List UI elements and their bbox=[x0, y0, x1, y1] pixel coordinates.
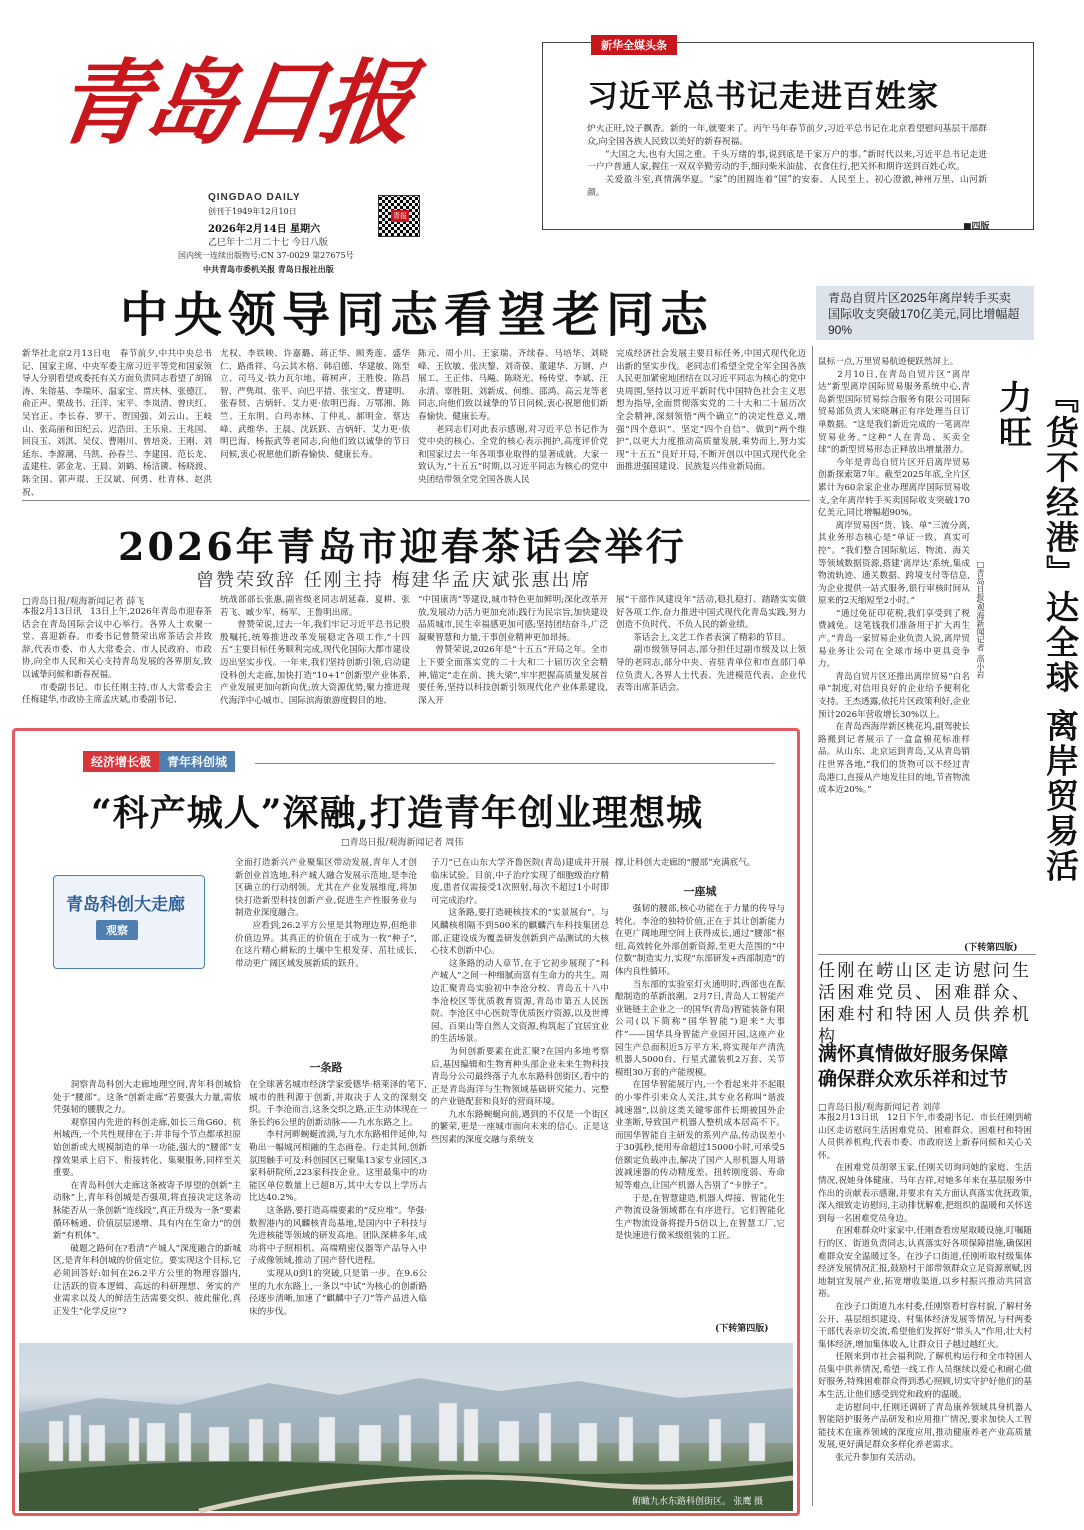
feature-badge-title: 青岛科创大走廊 bbox=[66, 895, 185, 914]
top-news-text: 炉火正旺,饺子飘香。新的一年,就要来了。丙午马年春节前夕,习近平总书记在北京看望慰问基层干部群众,向全国各族人民致以美好的新春祝福。 “大国之大,也有大国之重。千头万绪的事,说到底是千家万户的事。”新时代以来,习近平总书记走进一户户普通人家,握住一双双辛勤劳动的手,细问柴米油盐、衣食住行,把关怀和期许送到百姓心坎。 关爱盈斗室,真情满华夏。“家”的团圆连着“国”的安泰。人民至上、初心澄澈,神州万里、山河新颜。 bbox=[587, 124, 987, 198]
feature-section-line bbox=[255, 763, 775, 764]
masthead bbox=[28, 20, 498, 305]
rule-right-mid bbox=[818, 954, 1036, 955]
feature-sub1: 一条路 bbox=[309, 1061, 343, 1074]
top-news-page-ref[interactable]: ■四版 bbox=[963, 222, 990, 232]
feature-col1b: 洞察青岛科创大走廊地理空间,青年科创城恰处于“腰部”。这条“创新走廊”若要强大力量,需依凭强韧的腰腹之力。 观察国内先进的科创走廊,如长三角G60、杭州城西,一个共性规律在于:并非每个节点都承担原始创新或大规模制造的单一功能,强大的“腰部”支撑效果承上启下、衔接转化、集聚服务,同样至关重要。 在青岛科创大走廊这条被寄予厚望的创新“主动脉”上,青年科创城是否强项,将直接决定这条动脉能否从一条创新“连线段”,真正升级为一条“要素循环畅通、价值层层递增、具有内在生命力”的创新“有机体”。 破题之路何在?看清“产城人”深度融合的新城区,是青年科创城的价值定位。要实现这个目标,它必须回答好:如何在26.2平方公里的物理容器内,让活跃的资本逻辑、高远的科研理想、务实的产业需求以及人的鲜活生活需要交织、彼此催化,真正发生“化学反应”? bbox=[53, 1080, 241, 1317]
feature-badge bbox=[53, 875, 205, 969]
feature-byline: □青岛日报/观海新闻记者 周伟 bbox=[341, 838, 464, 848]
rule-right-col bbox=[812, 346, 813, 1506]
top-news-tag: 新华全媒头条 bbox=[591, 35, 677, 55]
top-news-box bbox=[542, 39, 1034, 232]
feature-photo-caption: 俯瞰九水东路科创街区。 张鹰 摄 bbox=[631, 1496, 763, 1506]
masthead-lunar: 乙巳年十二月二十七 今日八版 bbox=[208, 238, 328, 248]
lead-headline[interactable]: 中央领导同志看望老同志 bbox=[120, 287, 715, 343]
masthead-publisher: 中共青岛市委机关报 青岛日报社出版 bbox=[203, 264, 334, 274]
trade-col: 鼠标一点,万里贸易航迹便跃然屏上。 2月10日,在青岛自贸片区“离岸达”新型离岸国际贸易服务系统中心,青岛新型国际贸易综合服务有限公司国际贸易部负责人宋晓琳正有序处理当日订单数据。“这是我们新近完成的一笔离岸贸易业务。”这种“人在青岛、买卖全球”的新型贸易形态正释放出增量潜力。 今年是青岛自贸片区开启离岸贸易创新探索第7年。截至2025年底,全片区累计为60余家企业办理离岸国际贸易收支,全年离岸转手买卖国际收支突破170亿美元,同比增幅超90%。 离岸贸易因“货、钱、单”三流分离,其业务形态核心是“单证一致、真实可控”。“我们整合国际航运、物流、海关等领域数据资源,搭建‘离岸达’系统,集成物流轨迹、通关数据、跨境支付等信息,为企业提供一站式服务,银行审核时间从原来的2天缩短至2小时。” “通过免征印花税,我们享受到了税费减免。这笔钱我们准备用于扩大再生产。”青岛一家贸易企业负责人说,离岸贸易业务让公司在全球市场中更具竞争力。 青岛自贸片区还推出离岸贸易“白名单”制度,对信用良好的企业给予便利化支持。王杰透露,依托片区政策利好,企业预计2026年营收增长30%以上。 在青岛西海岸新区桃花坞,副驾驶长路搬到记者展示了一盒盒棉花标准样品。从山东、北京运到青岛,又从青岛销往世界各地,“我们的货物可以不经过青岛港口,直接从产地发往目的地,节省物流成本近20%。” bbox=[818, 357, 970, 796]
trade-cont[interactable]: (下转第四版) bbox=[964, 943, 1018, 953]
qr-label: 青报 bbox=[393, 212, 407, 220]
feature-photo bbox=[19, 1343, 793, 1511]
feature-headline[interactable]: “科产城人”深融,打造青年创业理想城 bbox=[91, 792, 703, 834]
feature-col1a: 全面打造新兴产业聚集区带动发展,青年人才创新创业首选地,科产城人融合发展示范地,是李沧区确立的行动纲领。尤其在产业发展维度,将加快打造新型科技创新产业,促进生产性服务业与制造业深度融合。 应看到,26.2平方公里是其物理边界,但绝非价值边界。其真正的价值在于成为一枚“种子”,在这片精心耕耘的土壤中生根发芽、茁壮成长,带动更广阔区域发展新质的跃升。 bbox=[235, 858, 417, 969]
feature-section-right: 青年科创城 bbox=[159, 751, 235, 772]
tea-headline[interactable]: 2026年青岛市迎春茶话会举行 bbox=[118, 524, 687, 569]
lead-col4: 完成经济社会发展主要目标任务,中国式现代化迈出新的坚实步伐。老同志们希望全党全军全国各族人民更加紧密地团结在以习近平同志为核心的党中央周围,坚持以习近平新时代中国特色社会主义思想为指导,全面贯彻落实党的二十大和二十届历次全会精神,深刻领悟“两个确立”的决定性意义,增强“四个意识”、坚定“四个自信”、做到“两个维护”,以更大力度推动高质量发展,乘势而上,努力实现“十五五”良好开局,不断开创以中国式现代化全面推进强国建设、民族复兴伟业新局面。 bbox=[616, 349, 806, 473]
feature-col4b: 强韧的腰部,核心功能在于力量的传导与转化。李沧的独特价值,正在于其让创新能力在更广阔地理空间上获得成长,通过“腰部”枢纽,高效转化外部创新资源,至更大范围的“中位数”制造实力,实现“东部研发+西部制造”的体内良性循环。 当东部的实验室灯火通明时,西部也在酝酿制造的革新浪潮。2月7日,青岛人工智能产业链链主企业之一的国华(青岛)智能装备有限公司(以下简称“国华智能”)迎来“大事件”——国华具身智能产业园开园,这座产业园生产总面积近5万平方米,将实现年产清洗机器人5000台、行星式灌装机2万套、关节模组30万套的产能规模。 在国华智能展厅内,一个看起来并不起眼的小零件引来众人关注,其专业名称叫“谐波减速器”,以前这类关键零部件长期被国外企业垄断,导致国产机器人整机成本居高不下。而国华智能自主研发的系列产品,传动误差小于30弧秒,使用寿命超过15000小时,可承受5倍额定负载冲击,解决了国产人形机器人用谐波减速器的传动精度差、扭转刚度弱、寿命短等难点,让国产机器人告别了“卡脖子”。 于是,在智慧建造,机器人焊接、智能化生产物流设备领域都在有序进行。它们智能化生产物流设备将提升5倍以上,在智慧工厂,它是快速进行微米级组装的工匠。 bbox=[615, 904, 785, 1242]
tea-col3: “中国康湾”等建设,城市特色更加鲜明;深化改革开放,发展动力活力更加充沛;践行为民宗旨,加快建设品质城市,民生幸福感更加可感;坚持团结奋斗,广泛凝聚智慧和力量,干事创业精神更加昂扬。 曾赞荣说,2026年是“十五五”开局之年。全市上下要全面落实党的二十大和二十届历次全会精神,锚定“走在前、挑大梁”,牢牢把握高质量发展首要任务,坚持以科技创新引领现代化产业体系建设,深入开 bbox=[418, 595, 608, 706]
feature-col4a: 撑,让科创大走廊的“腰部”充满底气。 bbox=[615, 858, 756, 868]
stat-box bbox=[816, 286, 1034, 340]
visit-byline: □青岛日报/观海新闻记者 刘萍 bbox=[818, 1103, 941, 1113]
tea-col1: 本报2月13日讯 13日上午,2026年青岛市迎春茶话会在青岛国际会议中心举行。各界人士欢聚一堂、喜迎新春。市委书记曾赞荣出席茶话会并致辞,代表市委、市人大常委会、市人民政府、市政协,向全市人民和关心支持青岛发展的各界朋友,致以诚挚问候和新春祝福。 市委副书记、市长任刚主持,市人大常委会主任梅建华,市政协主席孟庆斌,市委副书记、 bbox=[22, 607, 212, 706]
masthead-en-name: QINGDAO DAILY bbox=[208, 192, 301, 203]
top-news-headline[interactable]: 习近平总书记走进百姓家 bbox=[587, 79, 939, 115]
feature-col3: 子刀”已在山东大学齐鲁医院(青岛)建成并开展临床试验。目前,中子治疗实现了细胞级治疗精度,患者仅需接受1次照射,每次不超过1小时即可完成治疗。 这条路,要打造硬核技术的“实景展台”。与风麟核相隔不到500米的麒麟汽车科技集团总部,正建设成为覆盖研发创新到产品测试的大核心技术创新中心。 这条路的动人章节,在于它初步展现了“科产城人”之间一种细腻而富有生命力的共生。周边汇聚青岛实验初中李沧分校、青岛五十八中李沧校区等优质教育资源,青岛市第五人民医院、李沧区中心医院等优质医疗资源,以及世博园、百果山等自然人文资源,构筑起了宜居宜业的生活场景。 为何创新要素在此汇聚?在国内多地考察后,基因编辑和生物育种头部企业未来生物科技青岛分公司最终落子九水东路科创街区,看中的正是青岛海洋与生物领域基础研究能力、完整的产业链配套和良好的营商环境。 九水东路蜿蜒向前,遇到的不仅是一个街区的繁荣,更是一座城市面向未来的信心。正是这些因素的深度交融与系统支 bbox=[431, 858, 609, 1146]
tea-col2: 统战部部长张惠,副省级老同志胡延森、夏耕、张若飞、臧少军、杨军、王鲁明出席。 曾赞荣说,过去一年,我们牢记习近平总书记殷殷嘱托,统筹推进改革发展稳定各项工作,“十四五”主要目标任务顺利完成,现代化国际大都市建设迈出坚实步伐。一年来,我们坚持创新引领,启动建设科创大走廊,加快打造“10+1”创新型产业体系,产业发展更加向新向优;放大资源优势,聚力推进现代海洋中心城市、国际滨海旅游度假目的地、 bbox=[220, 595, 410, 706]
stat-box-text: 青岛自贸片区2025年离岸转手买卖国际收支突破170亿美元,同比增幅超90% bbox=[828, 291, 1020, 337]
tea-subhead: 曾赞荣致辞 任刚主持 梅建华孟庆斌张惠出席 bbox=[196, 570, 592, 591]
masthead-date: 2026年2月14日 星期六 bbox=[208, 224, 321, 235]
feature-box bbox=[12, 728, 800, 1516]
feature-col2: 在全球著名城市经济学家爱德华·格莱泽的笔下,城市的胜利源于创新,并取决于人文的深刻交织。千李沧而言,这条交织之路,正生动体现在一条长约6公里的创新动脉——九水东路之上。 李村河畔蜿蜒流淌,与九水东路相伴延伸,勾勒出一幅城河相融的生态画卷。行走其间,创新氛围触手可及:科创园区已聚集13家专业园区,3家科研院所,223家科技企业。这里最集中的功能区单位数量上已超8万,其中大专以上学历占比达40.2%。 这条路,要打造高端要素的“反应堆”。华强·数智港内的风麟核青岛基地,是国内中子科技与先进核能等领域的研发高地。团队深耕多年,成功将中子照相机、高端精密仪器等产品导入中子成像领域,推动了国产替代进程。 实现从0到1的突破,只是第一步。在9.6公里的九水东路上,一条以“中试”为核心的创新路径逐步清晰,加速了“麒麟中子刀”等产品进入临床的步伐。 bbox=[249, 1080, 427, 1317]
feature-sub2: 一座城 bbox=[683, 885, 717, 898]
feature-section-bar bbox=[83, 751, 235, 772]
lead-col1: 新华社北京2月13日电 春节前夕,中共中央总书记、国家主席、中央军委主席习近平等党和国家领导人分别看望或委托有关方面负责同志看望了胡锦涛、朱镕基、李瑞环、温家宝、贾庆林、张德江、俞正声、栗战书、汪洋、宋平、李岚清、曾庆红、吴官正、李长春、罗干、贺国强、刘云山、王岐山、张高丽和田纪云、迟浩田、王乐泉、王兆国、回良玉、刘淇、吴仪、曹刚川、曾培炎、王刚、刘延东、李源潮、马凯、孙春兰、李建国、范长龙、孟建柱、郭金龙、王晨、刘鹤、杨洁篪、杨晓渡、陈全国、郭声琨、王汉斌、何勇、杜青林、赵洪祝、 bbox=[22, 349, 212, 498]
masthead-founded: 创刊于1949年12月10日 bbox=[208, 207, 297, 216]
rule-lead bbox=[22, 500, 810, 501]
masthead-logo: 青岛日报 bbox=[49, 49, 417, 157]
feature-cont[interactable]: (下转第四版) bbox=[715, 1324, 769, 1334]
trade-byline: □青岛日报/观海新闻记者 高小岩 bbox=[976, 560, 985, 679]
feature-badge-sub: 观察 bbox=[96, 920, 138, 940]
masthead-issn: 国内统一连续出版物号:CN 37-0029 第27675号 bbox=[178, 251, 354, 260]
feature-section-left: 经济增长极 bbox=[83, 751, 159, 772]
lead-col3: 陈元、周小川、王家瑞、齐续春、马培华、刘晓峰、王钦敏、张庆黎、刘奇葆、董建华、万钢、卢展工、王正伟、马飚、陈晓光、杨传堂、李斌、汪永清、辜胜阻、刘新成、何维、邵鸿、高云龙等老同志,向他们致以诚挚的节日问候,衷心祝愿他们新春愉快、健康长寿。 老同志们对此表示感谢,对习近平总书记作为党中央的核心、全党的核心表示拥护,高度评价党和国家过去一年各项事业取得的显著成就。大家一致认为,“十五五”时期,以习近平同志为核心的党中央团结带领全党全国各族人民 bbox=[418, 349, 608, 485]
lead-col2: 尤权、李铁映、许嘉璐、蒋正华、顾秀莲、盛华仁、路甬祥、乌云其木格、韩启德、华建敏、陈至立、司马义·铁力瓦尔地、蒋树声、王胜俊、陈昌智、严隽琪、张平、向巴平措、张宝文、曹建明、张春贤、吉炳轩、艾力更·依明巴海、万鄂湘、陈竺、王东明、白玛赤林、丁仲礼、郝明金、蔡达峰、武维华、王晨、沈跃跃、吉炳轩、艾力更·依明巴海、杨振武等老同志,向他们致以诚挚的节日问候,衷心祝愿他们新春愉快、健康长寿。 bbox=[220, 349, 410, 460]
trade-vertical-headline[interactable]: 『货不经港』达全球 离岸贸易活力旺 bbox=[994, 380, 1080, 884]
qr-code[interactable] bbox=[378, 195, 420, 237]
feature-photo-scene bbox=[19, 1343, 793, 1511]
visit-headline[interactable]: 任刚在崂山区走访慰问生活困难党员、困难群众、困难村和特困人员供养机构 bbox=[818, 961, 1030, 1047]
tea-byline: □青岛日报/观海新闻记者 薛飞 bbox=[22, 597, 145, 607]
visit-subhead: 满怀真情做好服务保障 确保群众欢乐祥和过节 bbox=[818, 1043, 1009, 1090]
tea-col4: 展“干部作风建设年”活动,稳扎稳打、踏踏实实做好各项工作,奋力推进中国式现代化青岛实践,努力创造不负时代、不负人民的新业绩。 茶话会上,文艺工作者表演了精彩的节目。 副市级领导同志,部分担任过副市级及以上领导的老同志,部分中央、省驻青单位和市直部门单位负责人,各界人士代表、先进模范代表、企业代表等出席茶话会。 bbox=[616, 595, 806, 694]
visit-col: 本报2月13日讯 12日下午,市委副书记、市长任刚到崂山区走访慰问生活困难党员、困难群众、困难村和特困人员供养机构,代表市委、市政府送上新春问候和关心关怀。 在困难党员胡翠玉家,任刚关切询问她的家庭、生活情况,祝她身体健康、马年吉祥,对她多年来在基层服务中作出的贡献表示感谢,并要求有关方面认真落实优抚政策,深入细致走访慰问,主动排忧解难,把组织的温暖和关怀送到每一名困难党员身边。 在困难群众叶家家中,任刚查看房屋取暖设施,叮嘱随行的区、街道负责同志,认真落实好各项保障措施,确保困难群众安全温暖过冬。在沙子口街道,任刚听取村级集体经济发展情况汇报,鼓励村干部带领群众立足资源禀赋,因地制宜发展产业,拓宽增收渠道,以乡村振兴推动共同富裕。 在沙子口街道九水村委,任刚察看村容村貌,了解村务公开、基层组织建设、村集体经济发展等情况,与村两委干部代表亲切交流,希望他们发挥好“带头人”作用,壮大村集体经济,增加集体收入,让群众日子越过越红火。 任刚来到市社会福利院,了解机构运行和全市特困人员集中供养情况,希望一线工作人员继续以爱心和耐心做好服务,特殊困难群众得到悉心照顾,切实守护好他们的基本生活,让他们感受到党和政府的温暖。 走访慰问中,任刚还调研了青岛康养领域具身机器人智能陪护服务产品研发和应用推广情况,要求加快人工智能技术在康养领域的深度应用,推动健康养老产业高质量发展,更好满足群众多样化养老需求。 张元升参加有关活动。 bbox=[818, 1113, 1032, 1464]
